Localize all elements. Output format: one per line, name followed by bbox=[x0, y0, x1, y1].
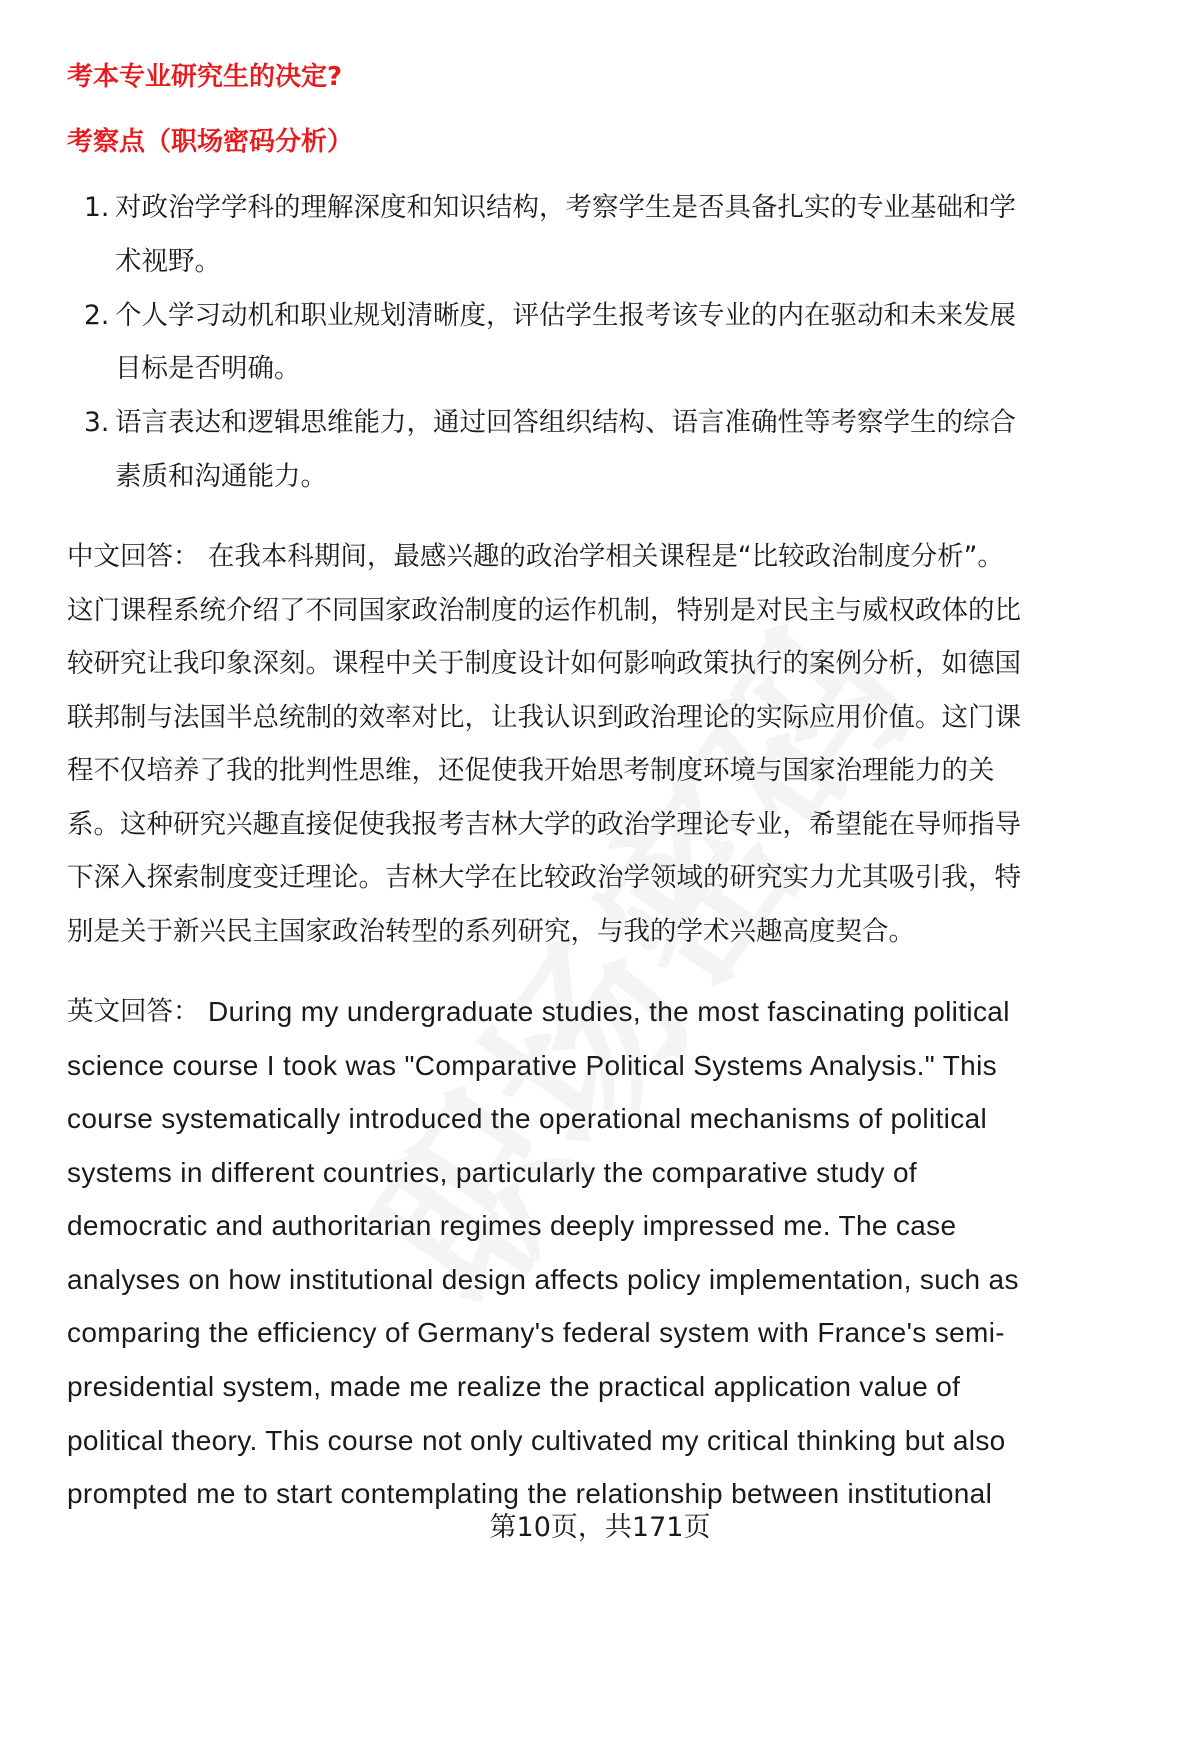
paragraph-line: 联邦制与法国半总统制的效率对比，让我认识到政治理论的实际应用价值。这门课 bbox=[67, 702, 1021, 733]
list-text-line: 术视野。 bbox=[115, 246, 221, 277]
paragraph-line: science course I took was "Comparative Political Systems Analysis." This bbox=[67, 1050, 998, 1081]
paragraph-line: 较研究让我印象深刻。课程中关于制度设计如何影响政策执行的案例分析，如德国 bbox=[67, 648, 1021, 679]
list-number: 3. bbox=[84, 407, 110, 438]
list-text-line: 素质和沟通能力。 bbox=[115, 461, 327, 492]
paragraph-line: 下深入探索制度变迁理论。吉林大学在比较政治学领域的研究实力尤其吸引我，特 bbox=[67, 862, 1021, 893]
paragraph-line: 这门课程系统介绍了不同国家政治制度的运作机制，特别是对民主与威权政体的比 bbox=[67, 595, 1021, 626]
paragraph-line: democratic and authoritarian regimes deeply impressed me. The case bbox=[67, 1210, 957, 1241]
paragraph-line: comparing the efficiency of Germany's federal system with France's semi- bbox=[67, 1317, 1005, 1348]
question-title: 考本专业研究生的决定? bbox=[67, 62, 343, 92]
list-text-line: 目标是否明确。 bbox=[115, 353, 301, 384]
paragraph-line: systems in different countries, particularly the comparative study of bbox=[67, 1157, 917, 1188]
list-number: 1. bbox=[84, 192, 110, 223]
answer-label: 英文回答： bbox=[67, 996, 200, 1027]
paragraph-line: course systematically introduced the operational mechanisms of political bbox=[67, 1103, 988, 1134]
paragraph-line: 别是关于新兴民主国家政治转型的系列研究，与我的学术兴趣高度契合。 bbox=[67, 916, 915, 947]
paragraph-line: political theory. This course not only cultivated my critical thinking but also bbox=[67, 1425, 1006, 1456]
list-number: 2. bbox=[84, 300, 110, 331]
paragraph-line: 中文回答： 在我本科期间，最感兴趣的政治学相关课程是“比较政治制度分析”。 bbox=[67, 541, 1004, 572]
list-text-line: 语言表达和逻辑思维能力，通过回答组织结构、语言准确性等考察学生的综合 bbox=[115, 407, 1016, 438]
paragraph-line: analyses on how institutional design affects policy implementation, such as bbox=[67, 1264, 1019, 1295]
paragraph-line: 系。这种研究兴趣直接促使我报考吉林大学的政治学理论专业，希望能在导师指导 bbox=[67, 809, 1021, 840]
paragraph-line: presidential system, made me realize the practical application value of bbox=[67, 1371, 961, 1402]
paragraph-line: During my undergraduate studies, the most fascinating political bbox=[208, 996, 1010, 1027]
paragraph-line: 程不仅培养了我的批判性思维，还促使我开始思考制度环境与国家治理能力的关 bbox=[67, 755, 995, 786]
list-text-line: 对政治学学科的理解深度和知识结构，考察学生是否具备扎实的专业基础和学 bbox=[115, 192, 1016, 223]
section-heading: 考察点（职场密码分析） bbox=[67, 127, 354, 157]
page-number: 第10页，共171页 bbox=[489, 1512, 711, 1543]
paragraph-line: prompted me to start contemplating the relationship between institutional bbox=[67, 1478, 993, 1509]
list-text-line: 个人学习动机和职业规划清晰度，评估学生报考该专业的内在驱动和未来发展 bbox=[115, 300, 1016, 331]
